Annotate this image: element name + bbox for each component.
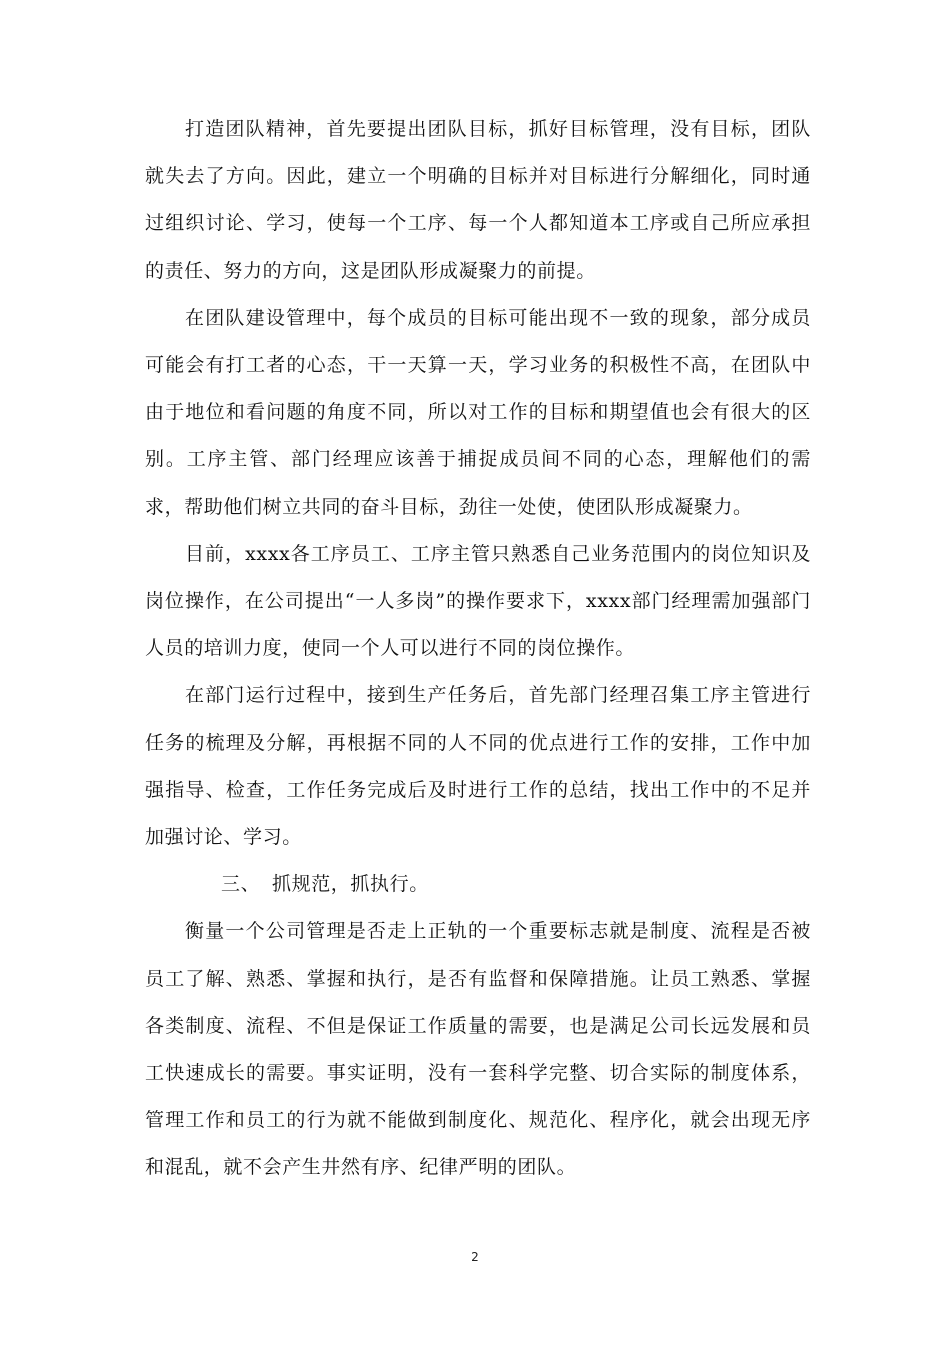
paragraph-team-building: 在团队建设管理中，每个成员的目标可能出现不一致的现象，部分成员可能会有打工者的心态，干一天算一天，学习业务的积极性不高，在团队中由于地位和看问题的角度不同，所以对工作的目标和期望值也会有很大的区别。工序主管、部门经理应该善于捕捉成员间不同的心态，理解他们的需求，帮助他们树立共同的奋斗目标，劲往一处使，使团队形成凝聚力。	[145, 306, 811, 518]
paragraph-standards-execution: 衡量一个公司管理是否走上正轨的一个重要标志就是制度、流程是否被员工了解、熟悉、掌握和执行，是否有监督和保障措施。让员工熟悉、掌握各类制度、流程、不但是保证工作质量的需要，也是满足公司长远发展和员工快速成长的需要。事实证明，没有一套科学完整、切合实际的制度体系，管理工作和员工的行为就不能做到制度化、规范化、程序化，就会出现无序和混乱，就不会产生井然有序、纪律严明的团队。	[145, 920, 811, 1179]
paragraph-team-goal: 打造团队精神，首先要提出团队目标，抓好目标管理，没有目标，团队就失去了方向。因此，建立一个明确的目标并对目标进行分解细化，同时通过组织讨论、学习，使每一个工序、每一个人都知道本工序或自己所应承担的责任、努力的方向，这是团队形成凝聚力的前提。	[145, 118, 811, 282]
document-body	[145, 106, 811, 1192]
paragraph-multi-post-training: 目前，xxxx各工序员工、工序主管只熟悉自己业务范围内的岗位知识及岗位操作，在公司提出“一人多岗”的操作要求下，xxxx部门经理需加强部门人员的培训力度，使同一个人可以进行不同的岗位操作。	[145, 542, 811, 660]
section-heading-title: 抓规范，抓执行。	[272, 873, 429, 896]
page-number: 2	[471, 1250, 479, 1264]
paragraph-task-process: 在部门运行过程中，接到生产任务后，首先部门经理召集工序主管进行任务的梳理及分解，再根据不同的人不同的优点进行工作的安排，工作中加强指导、检查，工作任务完成后及时进行工作的总结，找出工作中的不足并加强讨论、学习。	[145, 684, 811, 849]
section-heading-number: 三、	[221, 873, 261, 896]
section-heading	[145, 861, 811, 908]
